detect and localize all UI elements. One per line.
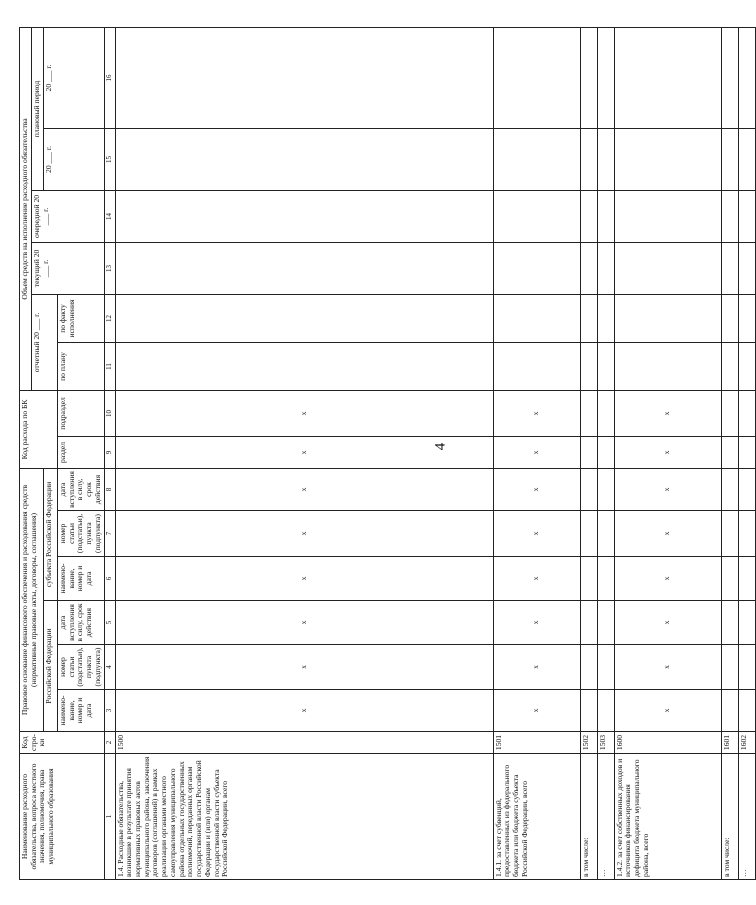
row-mark: [597, 468, 614, 510]
row-mark: [597, 601, 614, 645]
row-mark: [721, 690, 738, 732]
header-rf-data: дата вступления в силу, срок действия: [58, 601, 105, 645]
header-name: Наименование расходного обязательства, вопроса местного значения, полномочия, права муниципального образования: [20, 754, 105, 880]
value-cell[interactable]: [580, 27, 597, 128]
row-mark: [580, 601, 597, 645]
header-volume: Объем средств на исполнение расходного обязательства: [20, 27, 32, 390]
value-cell[interactable]: [115, 294, 493, 342]
header-po-faktu: по факту исполнения: [58, 294, 105, 342]
row-code: 1502: [580, 732, 597, 754]
value-cell[interactable]: [614, 128, 721, 190]
row-mark: [597, 390, 614, 436]
col-number: 2: [104, 732, 115, 754]
header-subject: субъекта Российской Федерации: [44, 468, 58, 600]
value-cell[interactable]: [738, 342, 755, 390]
row-mark: [738, 511, 755, 557]
row-mark: [597, 645, 614, 690]
row-mark: [721, 468, 738, 510]
row-name: 1.4. Расходные обязательства, возникшие в результате принятия нормативных правовых актов муниципального района, заключения договоров (соглашений) в рамках реализации органами местного самоуправления муниципального района отдельных государственных полномочий, переданных органам государственной власти Российской Федерации и (или) органам государственной власти субъекта Российской Федерации, всего: [115, 754, 493, 880]
value-cell[interactable]: [493, 294, 580, 342]
col-number: 12: [104, 294, 115, 342]
value-cell[interactable]: [721, 342, 738, 390]
row-mark: [721, 601, 738, 645]
value-cell[interactable]: [580, 342, 597, 390]
col-number: 8: [104, 468, 115, 510]
value-cell[interactable]: [721, 190, 738, 242]
value-cell[interactable]: [738, 294, 755, 342]
col-number: 6: [104, 557, 115, 601]
value-cell[interactable]: [493, 242, 580, 294]
header-sub-naim: наимено-вание, номер и дата: [58, 557, 105, 601]
header-sub-nomer: номер статьи (подстатьи), пункта (подпункта): [58, 511, 105, 557]
header-razdel: раздел: [58, 436, 105, 468]
header-otchetny: отчетный 20 ___ г.: [32, 294, 58, 390]
row-mark: [580, 468, 597, 510]
col-number: 13: [104, 242, 115, 294]
value-cell[interactable]: [614, 27, 721, 128]
header-bk: Код расхода по БК: [20, 390, 58, 468]
value-cell[interactable]: [597, 190, 614, 242]
row-code: 1600: [614, 732, 721, 754]
row-mark: x: [115, 468, 493, 510]
value-cell[interactable]: [721, 294, 738, 342]
row-mark: x: [614, 511, 721, 557]
row-code: 1602: [738, 732, 755, 754]
row-name: в том числе:: [580, 754, 597, 880]
value-cell[interactable]: [597, 294, 614, 342]
row-mark: x: [614, 557, 721, 601]
row-mark: x: [115, 557, 493, 601]
col-number: 3: [104, 690, 115, 732]
row-mark: [721, 436, 738, 468]
header-rf-nomer: номер статьи (подстатьи), пункта (подпункта): [58, 645, 105, 690]
value-cell[interactable]: [738, 27, 755, 128]
col-number: 10: [104, 390, 115, 436]
row-mark: x: [115, 645, 493, 690]
value-cell[interactable]: [597, 128, 614, 190]
row-mark: x: [493, 436, 580, 468]
header-po-planu: по плану: [58, 342, 105, 390]
header-code: Код стро-ки: [20, 732, 105, 754]
row-mark: [580, 511, 597, 557]
row-mark: x: [493, 601, 580, 645]
col-number: 15: [104, 128, 115, 190]
row-mark: x: [493, 557, 580, 601]
value-cell[interactable]: [493, 342, 580, 390]
header-sub-data: дата вступления в силу, срок действия: [58, 468, 105, 510]
row-mark: [721, 645, 738, 690]
row-mark: [738, 645, 755, 690]
header-plan-year-1: 20 ___ г.: [44, 128, 105, 190]
header-planovy: плановый период: [32, 27, 44, 190]
value-cell[interactable]: [580, 190, 597, 242]
row-mark: [738, 468, 755, 510]
row-mark: [580, 690, 597, 732]
row-mark: x: [614, 690, 721, 732]
value-cell[interactable]: [738, 242, 755, 294]
value-cell[interactable]: [597, 242, 614, 294]
table-row: [738, 27, 755, 879]
header-ocherednoy: очередной 20 ___ г.: [32, 190, 105, 242]
column-number-row: [104, 27, 115, 879]
value-cell[interactable]: [614, 190, 721, 242]
value-cell[interactable]: [738, 190, 755, 242]
header-rf: Российской Федерации: [44, 601, 58, 732]
header-podrazdel: подраздел: [58, 390, 105, 436]
row-mark: [597, 511, 614, 557]
row-mark: [721, 511, 738, 557]
row-code: 1500: [115, 732, 493, 754]
row-mark: [721, 557, 738, 601]
row-mark: [738, 390, 755, 436]
row-mark: x: [493, 511, 580, 557]
row-mark: [738, 601, 755, 645]
row-mark: [580, 436, 597, 468]
row-mark: [721, 390, 738, 436]
row-mark: x: [115, 601, 493, 645]
header-plan-year-2: 20 ___ г.: [44, 27, 105, 128]
table-row: [493, 27, 580, 879]
header-legal-basis: Правовое основание финансового обеспечения и расходования средств (нормативные правовые акты, договоры, соглашения): [20, 468, 44, 731]
header-tekushchy: текущий 20 ___ г.: [32, 242, 105, 294]
row-mark: x: [614, 601, 721, 645]
row-mark: x: [614, 436, 721, 468]
row-mark: x: [115, 511, 493, 557]
value-cell[interactable]: [614, 342, 721, 390]
value-cell[interactable]: [580, 294, 597, 342]
value-cell[interactable]: [493, 27, 580, 128]
value-cell[interactable]: [721, 242, 738, 294]
value-cell[interactable]: [493, 128, 580, 190]
value-cell[interactable]: [597, 342, 614, 390]
row-code: 1503: [597, 732, 614, 754]
value-cell[interactable]: [115, 27, 493, 128]
row-name: 1.4.2. за счет собственных доходов и источников финансирования дефицита бюджета муниципального района, всего: [614, 754, 721, 880]
col-number: 11: [104, 342, 115, 390]
table-row: [115, 27, 493, 879]
row-mark: [580, 390, 597, 436]
row-mark: x: [115, 436, 493, 468]
value-cell[interactable]: [721, 128, 738, 190]
obligations-table: [19, 27, 756, 880]
row-mark: x: [493, 390, 580, 436]
row-name: 1.4.1. за счет субвенций, предоставленных из федерального бюджета или бюджета субъекта Российской Федерации, всего: [493, 754, 580, 880]
value-cell[interactable]: [115, 190, 493, 242]
row-mark: [738, 557, 755, 601]
row-mark: x: [493, 468, 580, 510]
value-cell[interactable]: [614, 294, 721, 342]
row-mark: x: [493, 645, 580, 690]
row-mark: x: [614, 468, 721, 510]
col-number: 7: [104, 511, 115, 557]
row-mark: [580, 645, 597, 690]
row-code: 1601: [721, 732, 738, 754]
value-cell[interactable]: [597, 27, 614, 128]
row-mark: x: [115, 690, 493, 732]
col-number: 16: [104, 27, 115, 128]
row-mark: x: [614, 390, 721, 436]
col-number: 5: [104, 601, 115, 645]
value-cell[interactable]: [115, 128, 493, 190]
row-mark: [738, 690, 755, 732]
row-mark: [597, 436, 614, 468]
page-number: 4: [432, 442, 449, 451]
table-body: [115, 27, 755, 879]
row-mark: x: [115, 390, 493, 436]
table-row: [580, 27, 597, 879]
row-mark: [738, 436, 755, 468]
value-cell[interactable]: [115, 242, 493, 294]
row-mark: x: [614, 645, 721, 690]
row-mark: [580, 557, 597, 601]
row-name: в том числе:: [721, 754, 738, 880]
row-code: 1501: [493, 732, 580, 754]
header-rf-naim: наимено-вание, номер и дата: [58, 690, 105, 732]
value-cell[interactable]: [580, 242, 597, 294]
table-row: [614, 27, 721, 879]
value-cell[interactable]: [738, 128, 755, 190]
col-number: 1: [104, 754, 115, 880]
value-cell[interactable]: [614, 242, 721, 294]
table-row: [597, 27, 614, 879]
row-mark: [597, 690, 614, 732]
col-number: 4: [104, 645, 115, 690]
row-mark: [597, 557, 614, 601]
row-name: …: [597, 754, 614, 880]
col-number: 14: [104, 190, 115, 242]
col-number: 9: [104, 436, 115, 468]
value-cell[interactable]: [580, 128, 597, 190]
row-mark: x: [493, 690, 580, 732]
value-cell[interactable]: [115, 342, 493, 390]
value-cell[interactable]: [721, 27, 738, 128]
value-cell[interactable]: [493, 190, 580, 242]
rotated-table-wrapper: [19, 28, 748, 880]
table-row: [721, 27, 738, 879]
row-name: …: [738, 754, 755, 880]
